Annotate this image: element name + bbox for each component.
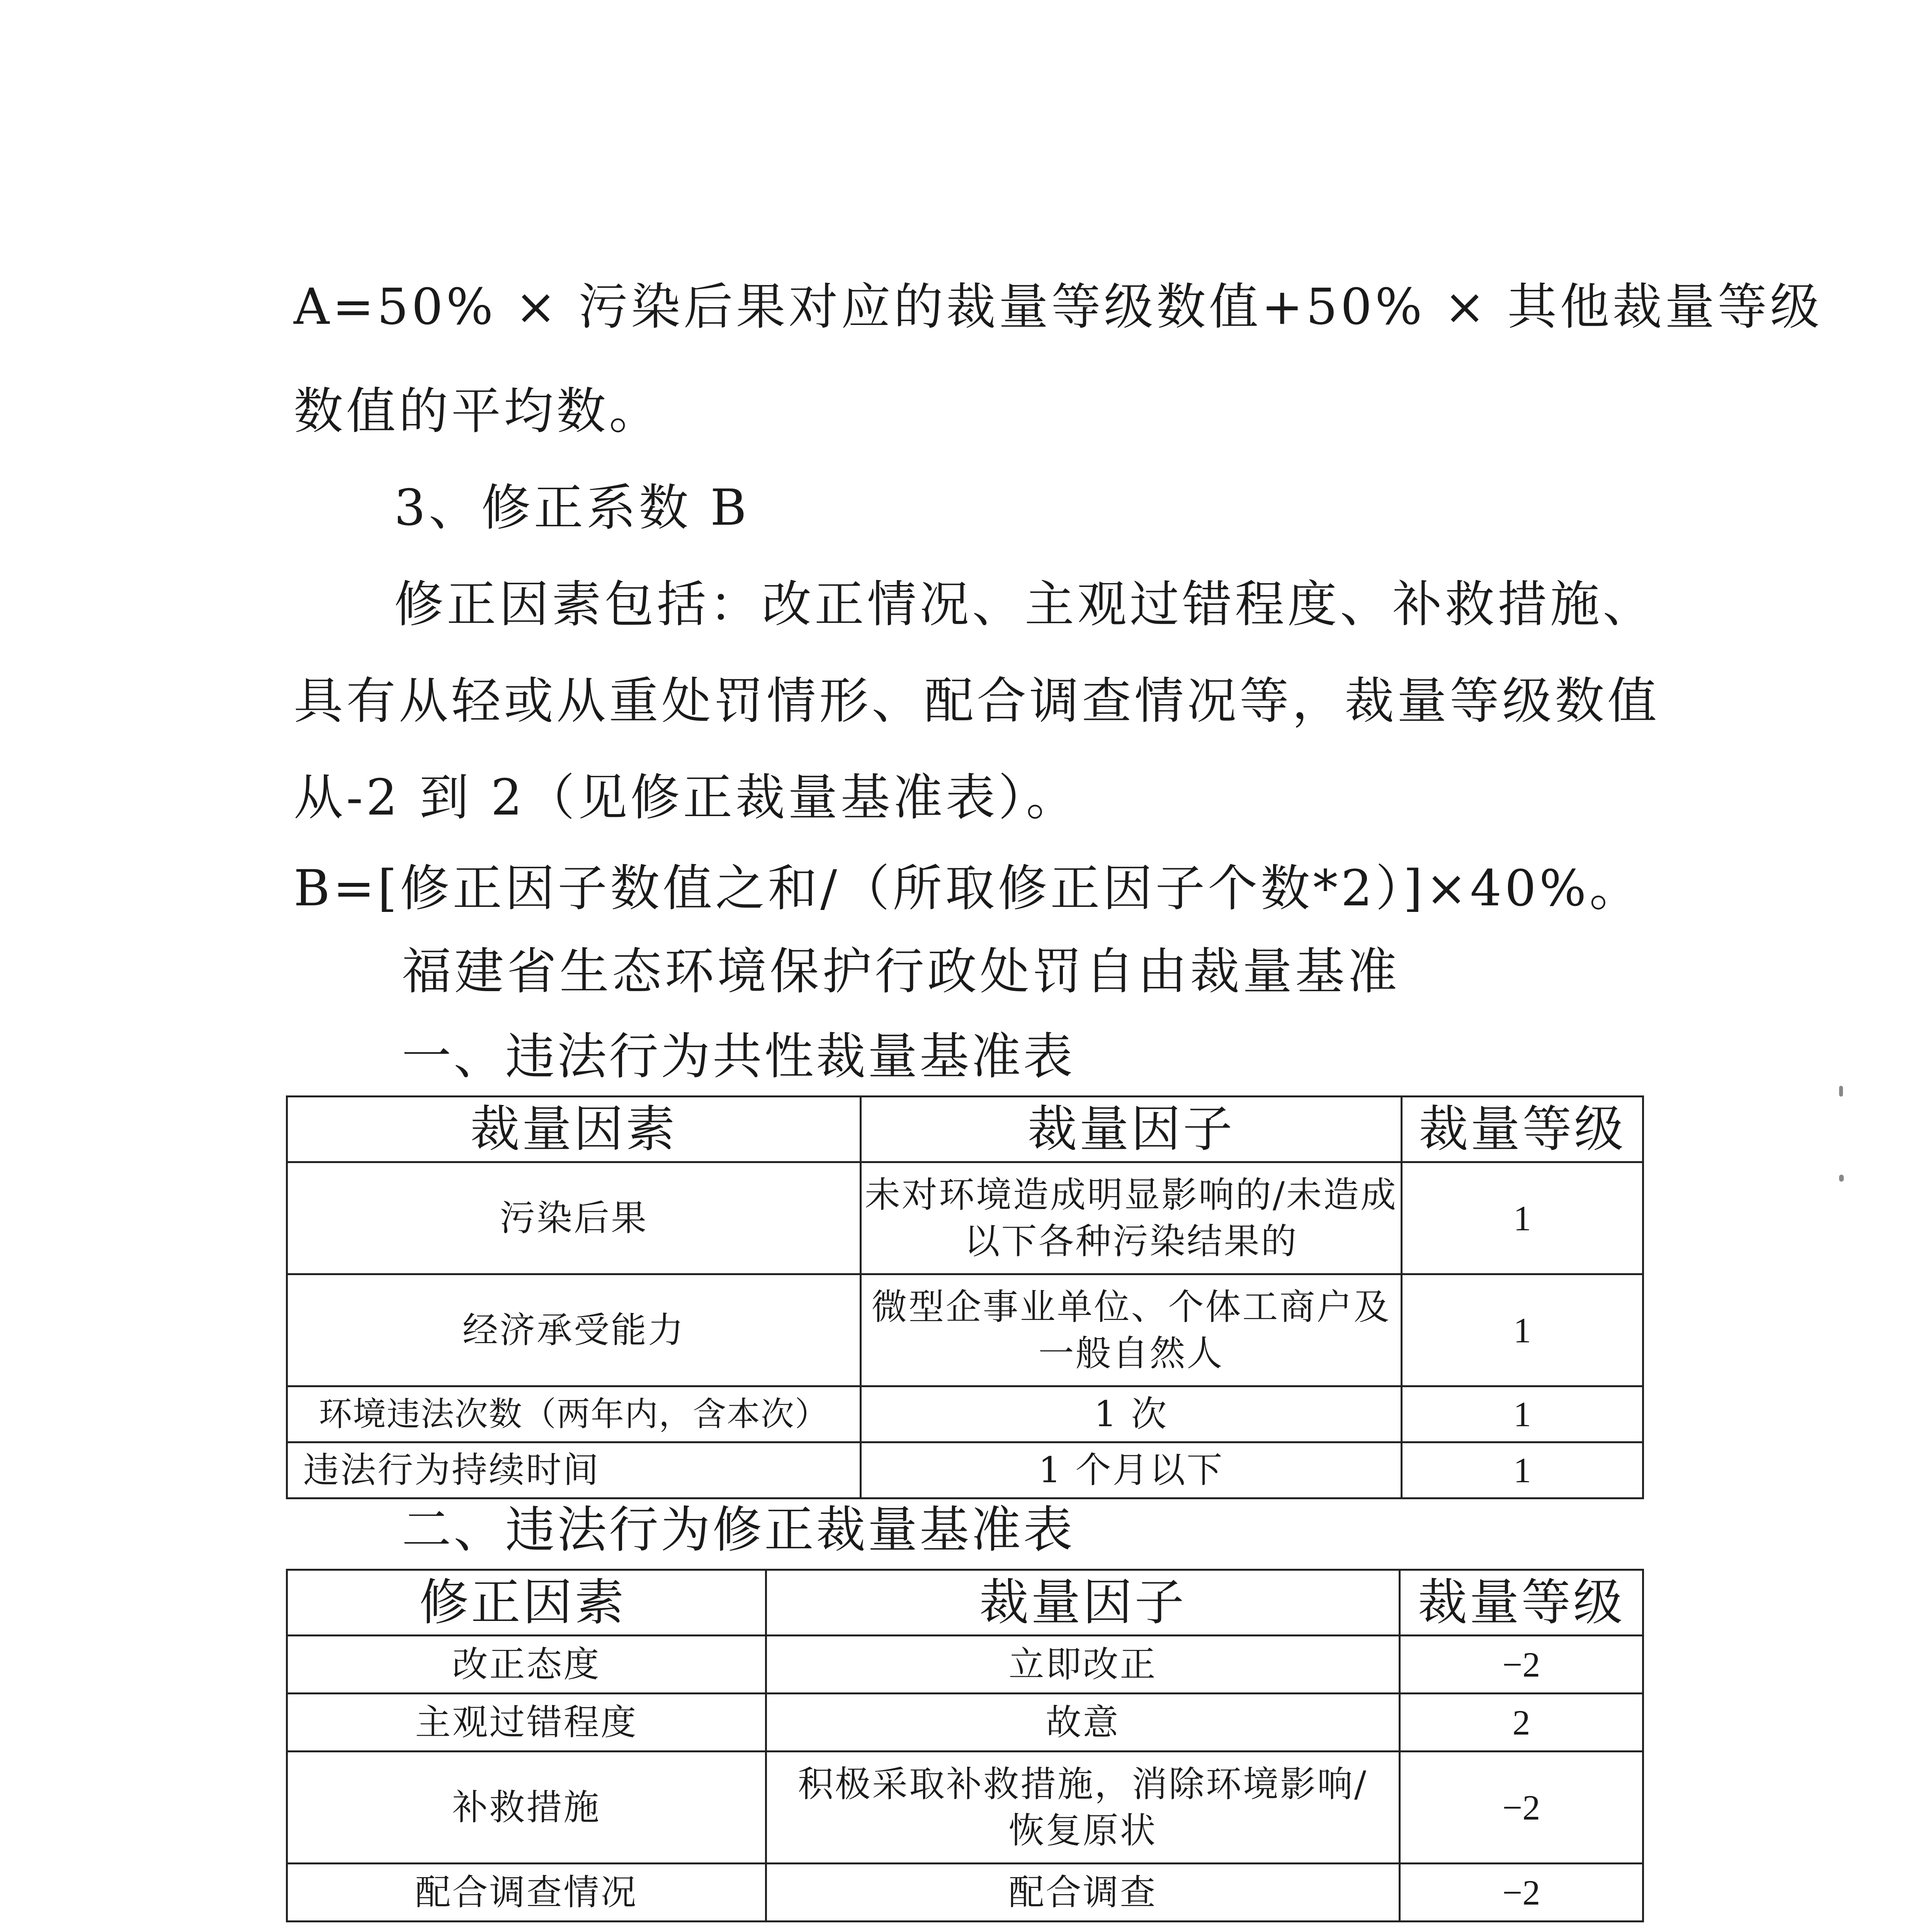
row-level: −2: [1400, 1864, 1643, 1922]
row-factor: 主观过错程度: [287, 1694, 766, 1752]
row-detail: 故意: [766, 1694, 1400, 1752]
row-detail: 未对环境造成明显影响的/未造成以下各种污染结果的: [861, 1162, 1402, 1274]
row-factor: 配合调查情况: [287, 1864, 766, 1922]
row-level: 1: [1402, 1274, 1643, 1386]
header-detail: 裁量因子: [861, 1097, 1402, 1162]
row-level: 1: [1402, 1442, 1643, 1498]
table-row: [287, 1864, 1643, 1922]
table-row: [287, 1752, 1643, 1864]
scan-speck: [1839, 1086, 1843, 1097]
row-detail: 1 个月以下: [861, 1442, 1402, 1498]
section-3-heading: 3、修正系数 B: [394, 479, 750, 537]
row-factor: 违法行为持续时间: [287, 1442, 861, 1498]
header-detail: 裁量因子: [766, 1570, 1400, 1636]
header-factor: 裁量因素: [287, 1097, 861, 1162]
row-detail: 积极采取补救措施，消除环境影响/恢复原状: [766, 1752, 1400, 1864]
header-level: 裁量等级: [1400, 1570, 1643, 1636]
intro-line-2: 数值的平均数。: [294, 383, 662, 440]
row-factor: 经济承受能力: [287, 1274, 861, 1386]
row-detail: 1 次: [861, 1386, 1402, 1442]
row-detail: 立即改正: [766, 1636, 1400, 1694]
correction-discretion-table: [286, 1569, 1644, 1922]
row-level: 2: [1400, 1694, 1643, 1752]
intro-line-3: 修正因素包括：改正情况、主观过错程度、补救措施、: [394, 576, 1656, 633]
intro-line-4: 具有从轻或从重处罚情形、配合调查情况等，裁量等级数值: [294, 672, 1660, 730]
header-level: 裁量等级: [1402, 1097, 1643, 1162]
row-factor: 环境违法次数（两年内，含本次）: [287, 1386, 861, 1442]
intro-line-1: A=50% × 污染后果对应的裁量等级数值+50% × 其他裁量等级: [294, 278, 1823, 336]
row-detail: 微型企事业单位、个体工商户及一般自然人: [861, 1274, 1402, 1386]
table-row: [287, 1162, 1643, 1274]
table-header-row: [287, 1097, 1643, 1162]
row-level: −2: [1400, 1636, 1643, 1694]
table-row: [287, 1274, 1643, 1386]
intro-line-5: 从-2 到 2（见修正裁量基准表）。: [294, 769, 1079, 827]
table-row: [287, 1694, 1643, 1752]
table-row: [287, 1442, 1643, 1498]
scan-speck: [1839, 1175, 1844, 1182]
document-title: 福建省生态环境保护行政处罚自由裁量基准: [402, 943, 1401, 1000]
row-factor: 改正态度: [287, 1636, 766, 1694]
table-row: [287, 1636, 1643, 1694]
row-level: −2: [1400, 1752, 1643, 1864]
formula-b: B=[修正因子数值之和/（所取修正因子个数*2）]×40%。: [294, 860, 1642, 917]
table1-heading: 一、违法行为共性裁量基准表: [402, 1028, 1075, 1085]
common-discretion-table: [286, 1095, 1644, 1499]
row-level: 1: [1402, 1162, 1643, 1274]
row-factor: 污染后果: [287, 1162, 861, 1274]
table-header-row: [287, 1570, 1643, 1636]
table2-heading: 二、违法行为修正裁量基准表: [402, 1501, 1075, 1559]
row-detail: 配合调查: [766, 1864, 1400, 1922]
table-row: [287, 1386, 1643, 1442]
row-factor: 补救措施: [287, 1752, 766, 1864]
row-level: 1: [1402, 1386, 1643, 1442]
header-factor: 修正因素: [287, 1570, 766, 1636]
